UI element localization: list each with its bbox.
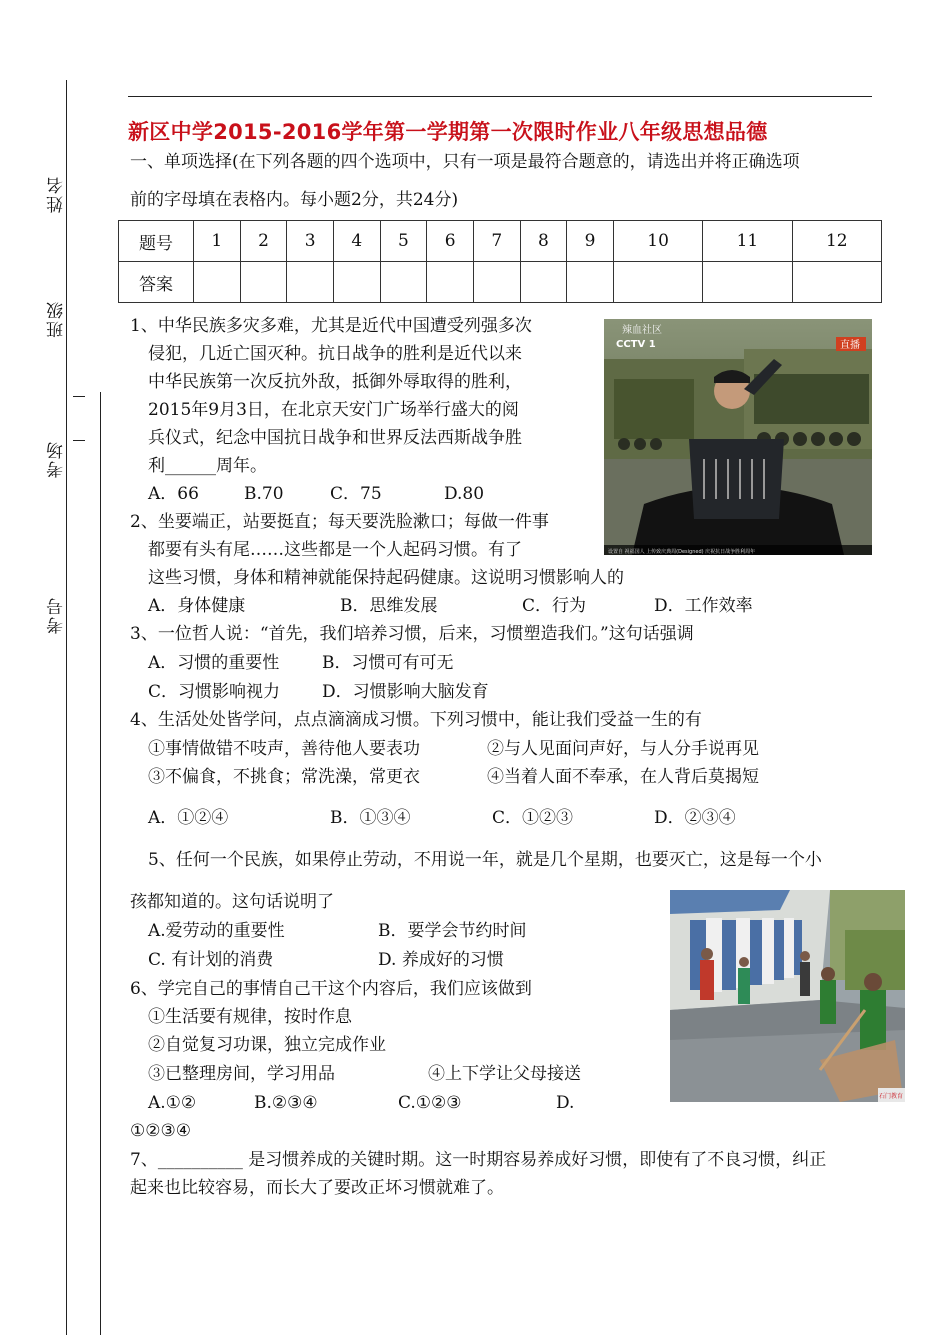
q4-item: ②与人见面问声好，与人分手说再见	[487, 739, 759, 759]
exam-number-label: 考号	[47, 596, 67, 634]
question-number-cell: 5	[380, 221, 427, 262]
q4-item: ④当着人面不奉承，在人背后莫揭短	[487, 767, 759, 787]
q4-stem: 4、生活处处皆学问，点点滴滴成习惯。下列习惯中，能让我们受益一生的有	[130, 710, 702, 730]
q1-line: 侵犯，几近亡国灭种。抗日战争的胜利是近代以来	[148, 344, 522, 364]
cleaning-photo	[670, 890, 905, 1102]
q3-option-a: A．习惯的重要性	[148, 653, 280, 673]
question-number-cell: 4	[333, 221, 380, 262]
q2-option-c: C．行为	[522, 596, 587, 616]
q6-option-d-wrap: ①②③④	[130, 1121, 191, 1141]
table-header-label: 题号	[119, 221, 194, 262]
q1-option-d: D.80	[444, 484, 485, 504]
q4-option-d: D．②③④	[654, 808, 736, 828]
q1-line: 2015年9月3日，在北京天安门广场举行盛大的阅	[148, 400, 519, 420]
q6-item: ①生活要有规律，按时作息	[148, 1007, 352, 1027]
q2-option-d: D．工作效率	[654, 596, 753, 616]
question-number-cell: 12	[792, 221, 881, 262]
q7-line1: 7、__________ 是习惯养成的关键时期。这一时期容易养成好习惯，即使有了不良习惯，纠正	[130, 1150, 827, 1170]
q5-option-a: A.爱劳动的重要性	[148, 921, 285, 941]
question-number-cell: 3	[287, 221, 334, 262]
q5-option-b: B．要学会节约时间	[378, 921, 527, 941]
page-title: 新区中学2015-2016学年第一学期第一次限时作业八年级思想品德	[128, 120, 768, 144]
q1-option-a: A．66	[148, 484, 199, 504]
cleaning-photo-art	[670, 890, 905, 1102]
margin-line-left	[66, 80, 67, 1335]
q2-line: 这些习惯，身体和精神就能保持起码健康。这说明习惯影响人的	[148, 568, 624, 588]
q6-item: ②自觉复习功课，独立完成作业	[148, 1035, 386, 1055]
photo2-watermark: 石门教育	[879, 1093, 904, 1100]
q1-line: 中华民族第一次反抗外敌，抵御外辱取得的胜利，	[148, 372, 522, 392]
q1-option-b: B.70	[244, 484, 284, 504]
answer-cell[interactable]	[567, 262, 614, 303]
room-blank-mark	[73, 396, 85, 397]
question-number-cell: 2	[240, 221, 287, 262]
header-rule	[128, 96, 872, 97]
answer-table	[118, 220, 882, 303]
answer-cell[interactable]	[520, 262, 567, 303]
q1-line: 1、中华民族多灾多难，尤其是近代中国遭受列强多次	[130, 316, 532, 336]
q1-line: 利______周年。	[148, 456, 267, 476]
answer-cell[interactable]	[194, 262, 241, 303]
q5-option-c: C. 有计划的消费	[148, 950, 274, 970]
q4-item: ①事情做错不吱声，善待他人要表功	[148, 739, 420, 759]
question-number-cell: 8	[520, 221, 567, 262]
table-answer-label: 答案	[119, 262, 194, 303]
answer-cell[interactable]	[380, 262, 427, 303]
q3-stem: 3、一位哲人说：“首先，我们培养习惯，后来，习惯塑造我们。”这句话强调	[130, 624, 694, 644]
q2-option-a: A．身体健康	[148, 596, 246, 616]
q6-stem: 6、学完自己的事情自己干这个内容后，我们应该做到	[130, 979, 532, 999]
q5-line2: 孩都知道的。这句话说明了	[130, 892, 334, 912]
q2-option-b: B．思维发展	[340, 596, 438, 616]
margin-line-right	[100, 392, 101, 1335]
answer-cell[interactable]	[240, 262, 287, 303]
answer-cell[interactable]	[703, 262, 792, 303]
section-instructions-line1: 一、单项选择(在下列各题的四个选项中，只有一项是最符合题意的，请选出并将正确选项	[130, 152, 800, 172]
q4-option-a: A．①②④	[148, 808, 229, 828]
q4-option-b: B．①③④	[330, 808, 411, 828]
q1-line: 兵仪式，纪念中国抗日战争和世界反法西斯战争胜	[148, 428, 522, 448]
q3-option-c: C．习惯影响视力	[148, 682, 281, 702]
photo1-caption: 设置自 祝福国人 上传致庆典周(Designed) 庆祝抗日战争胜利周年	[608, 549, 756, 555]
answer-cell[interactable]	[333, 262, 380, 303]
name-blank	[66, 130, 67, 170]
table-row-answers	[119, 262, 882, 303]
q2-line: 2、坐要端正，站要挺直；每天要洗脸漱口；每做一件事	[130, 512, 549, 532]
parade-photo-art	[604, 319, 872, 555]
q6-item: ③已整理房间，学习用品	[148, 1064, 335, 1084]
answer-cell[interactable]	[473, 262, 520, 303]
question-number-cell: 11	[703, 221, 792, 262]
q6-option-c: C.①②③	[398, 1093, 462, 1113]
live-badge: 直播	[840, 340, 860, 351]
q2-line: 都要有头有尾……这些都是一个人起码习惯。有了	[148, 540, 522, 560]
q4-item: ③不偏食，不挑食；常洗澡，常更衣	[148, 767, 420, 787]
q6-option-d: D.	[556, 1093, 575, 1113]
answer-cell[interactable]	[613, 262, 702, 303]
answer-cell[interactable]	[427, 262, 474, 303]
q1-option-c: C．75	[330, 484, 382, 504]
parade-photo	[604, 319, 872, 555]
class-label: 班级	[47, 300, 67, 338]
question-number-cell: 9	[567, 221, 614, 262]
q4-option-c: C．①②③	[492, 808, 574, 828]
cctv-logo: CCTV 1	[616, 339, 656, 350]
room-blank-mark-2	[73, 440, 85, 441]
q3-option-b: B．习惯可有可无	[322, 653, 454, 673]
q7-line2: 起来也比较容易，而长大了要改正坏习惯就难了。	[130, 1178, 504, 1198]
q6-option-a: A.①②	[148, 1093, 197, 1113]
question-number-cell: 10	[613, 221, 702, 262]
q3-option-d: D．习惯影响大脑发育	[322, 682, 489, 702]
answer-cell[interactable]	[792, 262, 881, 303]
room-label: 考场	[47, 440, 67, 478]
question-number-cell: 1	[194, 221, 241, 262]
table-row-numbers	[119, 221, 882, 262]
name-label: 姓名	[47, 175, 67, 213]
q6-option-b: B.②③④	[254, 1093, 318, 1113]
answer-cell[interactable]	[287, 262, 334, 303]
q6-item: ④上下学让父母接送	[428, 1064, 581, 1084]
question-number-cell: 6	[427, 221, 474, 262]
section-instructions-line2: 前的字母填在表格内。每小题2分，共24分)	[130, 190, 459, 210]
question-number-cell: 7	[473, 221, 520, 262]
q5-option-d: D. 养成好的习惯	[378, 950, 504, 970]
q5-line1: 5、任何一个民族，如果停止劳动，不用说一年，就是几个星期，也要灭亡，这是每一个小	[148, 850, 822, 870]
photo1-overlay-top: 辣血社区	[622, 325, 662, 336]
